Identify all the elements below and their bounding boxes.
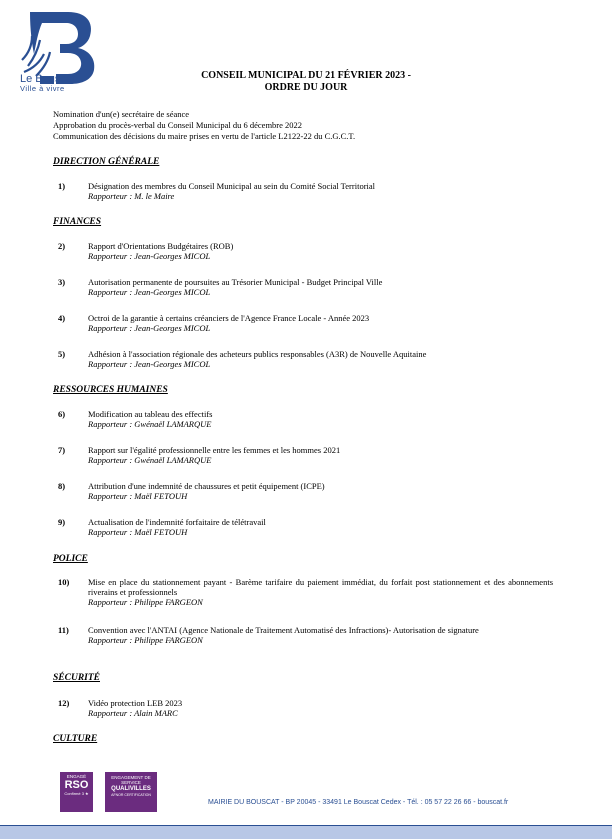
item-number: 5) [58,349,66,359]
item-body [88,517,553,537]
qualivilles-badge-main: QUALIVILLES [111,786,151,792]
item-number: 6) [58,409,66,419]
intro-line: Nomination d'un(e) secrétaire de séance [53,109,190,119]
item-text: Rapport sur l'égalité professionnelle entre les femmes et les hommes 2021 [88,445,341,455]
item-rapporteur: Rapporteur : Jean-Georges MICOL [88,251,211,261]
section-ressources-humaines: RESSOURCES HUMAINES [53,385,168,395]
item-rapporteur: Rapporteur : Maël FETOUH [88,527,188,537]
item-text: Mise en place du stationnement payant - Barème tarifaire du paiement immédiat, du forfait post stationnement et des abonnements riverains et professionnels [88,577,553,597]
item-text: Modification au tableau des effectifs [88,409,213,419]
qualivilles-badge-top: ENGAGEMENT DE SERVICE [111,775,151,785]
item-body [88,349,553,369]
item-rapporteur: Rapporteur : Jean-Georges MICOL [88,359,211,369]
item-text: Adhésion à l'association régionale des acheteurs publics responsables (A3R) de Nouvelle Aquitaine [88,349,427,359]
item-text: Désignation des membres du Conseil Municipal au sein du Comité Social Territorial [88,181,376,191]
item-number: 2) [58,241,66,251]
item-number: 8) [58,481,66,491]
item-body [88,481,553,501]
footer-address: MAIRIE DU BOUSCAT - BP 20045 - 33491 Le Bouscat Cedex - Tél. : 05 57 22 26 66 - bouscat.fr [208,799,509,806]
rso-badge [60,772,93,812]
item-rapporteur: Rapporteur : Alain MARC [88,708,178,718]
logo-text [20,74,100,94]
item-rapporteur: Rapporteur : Maël FETOUH [88,491,188,501]
item-number: 4) [58,313,66,323]
item-text: Vidéo protection LEB 2023 [88,698,183,708]
intro-line: Communication des décisions du maire prises en vertu de l'article L2122-22 du C.G.C.T. [53,131,356,141]
item-text: Octroi de la garantie à certains créanciers de l'Agence France Locale - Année 2023 [88,313,370,323]
item-number: 3) [58,277,66,287]
item-number: 12) [58,698,70,708]
item-body [88,241,553,261]
footer-bar [0,826,612,839]
item-body [88,277,553,297]
item-body [88,181,553,201]
section-securite: SÉCURITÉ [53,673,100,683]
item-number: 1) [58,181,66,191]
item-rapporteur: Rapporteur : Gwénaël LAMARQUE [88,419,212,429]
title-line-2: ORDRE DU JOUR [264,82,348,93]
rso-badge-main: RSO [64,779,89,791]
item-body [88,445,553,465]
intro-line: Approbation du procès-verbal du Conseil Municipal du 6 décembre 2022 [53,120,303,130]
item-number: 10) [58,577,70,587]
item-body [88,409,553,429]
qualivilles-badge [105,772,157,812]
intro-block [53,109,355,142]
item-text: Actualisation de l'indemnité forfaitaire de télétravail [88,517,266,527]
item-text: Rapport d'Orientations Budgétaires (ROB) [88,241,234,251]
page-title [120,70,492,94]
item-number: 11) [58,625,69,635]
logo-tagline: Ville à vivre [20,84,65,93]
item-text: Autorisation permanente de poursuites au Trésorier Municipal - Budget Principal Ville [88,277,383,287]
item-number: 9) [58,517,66,527]
item-rapporteur: Rapporteur : Jean-Georges MICOL [88,323,211,333]
item-rapporteur: Rapporteur : Gwénaël LAMARQUE [88,455,212,465]
item-number: 7) [58,445,66,455]
item-rapporteur: Rapporteur : Jean-Georges MICOL [88,287,211,297]
rso-badge-sub: Confirmé 3 ★ [64,791,89,796]
item-body [88,313,553,333]
item-rapporteur: Rapporteur : Philippe FARGEON [88,635,203,645]
item-rapporteur: Rapporteur : Philippe FARGEON [88,597,203,607]
item-body [88,625,553,645]
section-finances: FINANCES [53,217,102,227]
item-body [88,577,553,607]
title-line-1: CONSEIL MUNICIPAL DU 21 FÉVRIER 2023 - [201,70,411,81]
rso-badge-top: ENGAGÉ [66,774,87,779]
item-rapporteur: Rapporteur : M. le Maire [88,191,175,201]
section-direction-generale: DIRECTION GÉNÉRALE [53,157,160,167]
section-culture: CULTURE [53,734,98,744]
item-text: Attribution d'une indemnité de chaussures et petit équipement (ICPE) [88,481,325,491]
item-body [88,698,553,718]
logo-name: Le Bouscat [20,73,76,85]
item-text: Convention avec l'ANTAI (Agence Nationale de Traitement Automatisé des Infractions)- Autorisation de signature [88,625,479,635]
qualivilles-badge-sub: AFNOR CERTIFICATION [111,793,151,797]
section-police: POLICE [53,554,88,564]
